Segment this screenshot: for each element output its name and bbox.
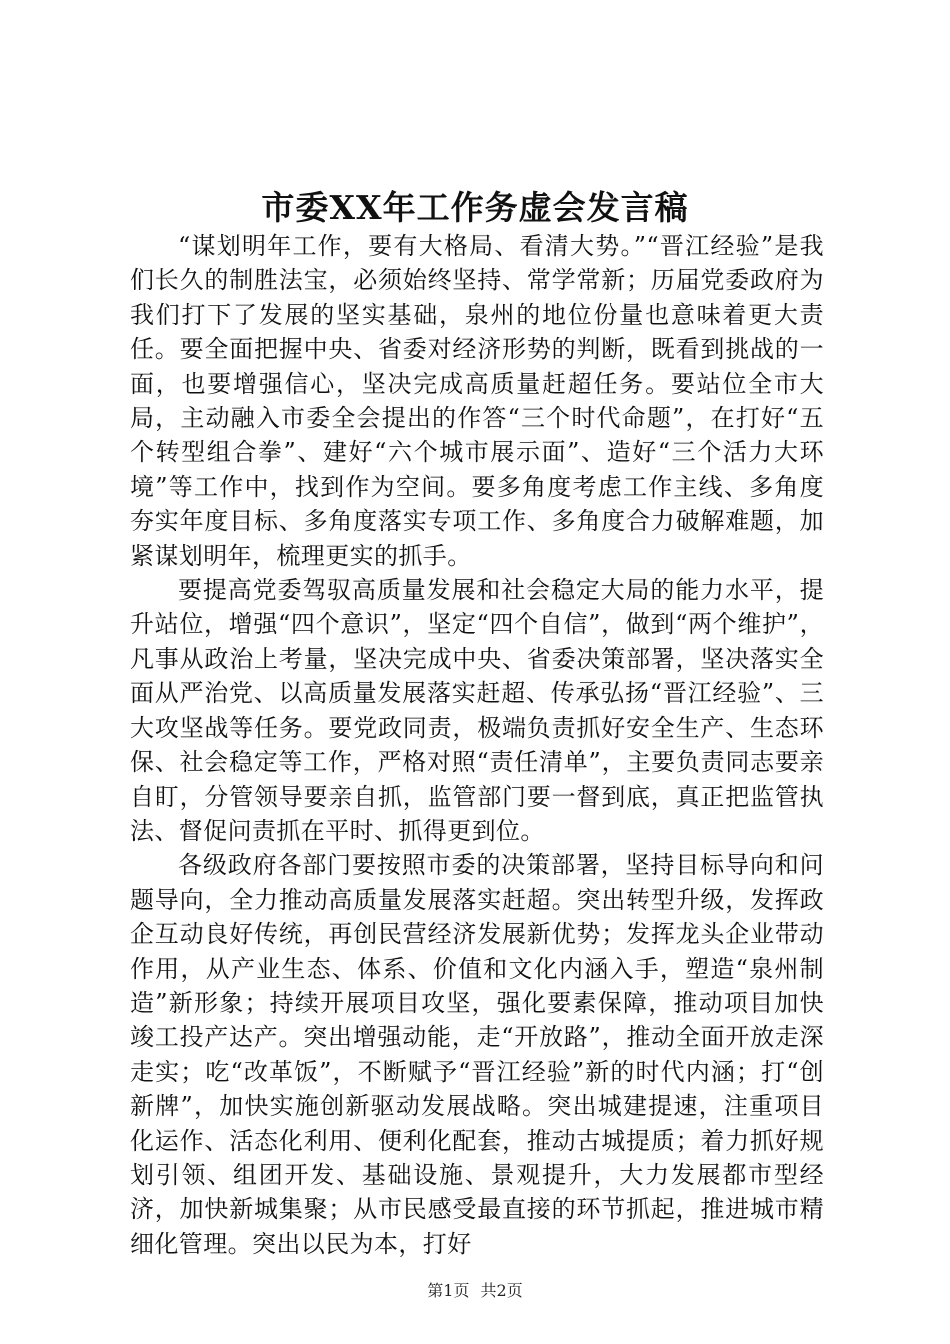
- page-footer: [0, 1280, 950, 1302]
- document-title: 市委XX年工作务虚会发言稿: [261, 188, 689, 227]
- page-total: 共2页: [480, 1281, 523, 1300]
- document-body: [130, 229, 824, 1261]
- paragraph-1: “谋划明年工作，要有大格局、看清大势。”“晋江经验”是我们长久的制胜法宝，必须始终坚持、常学常新；历届党委政府为我们打下了发展的坚实基础，泉州的地位份量也意味着更大责任。要全面把握中央、省委对经济形势的判断，既看到挑战的一面，也要增强信心，坚决完成高质量赶超任务。要站位全市大局，主动融入市委全会提出的作答“三个时代命题”，在打好“五个转型组合拳”、建好“六个城市展示面”、造好“三个活力大环境”等工作中，找到作为空间。要多角度考虑工作主线、多角度夯实年度目标、多角度落实专项工作、多角度合力破解难题，加紧谋划明年，梳理更实的抓手。: [130, 232, 824, 570]
- paragraph-2: 要提高党委驾驭高质量发展和社会稳定大局的能力水平，提升站位，增强“四个意识”，坚定“四个自信”，做到“两个维护”，凡事从政治上考量，坚决完成中央、省委决策部署，坚决落实全面从严治党、以高质量发展落实赶超、传承弘扬“晋江经验”、三大攻坚战等任务。要党政同责，极端负责抓好安全生产、生态环保、社会稳定等工作，严格对照“责任清单”，主要负责同志要亲自盯，分管领导要亲自抓，监管部门要一督到底，真正把监管执法、督促问责抓在平时、抓得更到位。: [130, 576, 824, 845]
- paragraph-3: 各级政府各部门要按照市委的决策部署，坚持目标导向和问题导向，全力推动高质量发展落实赶超。突出转型升级，发挥政企互动良好传统，再创民营经济发展新优势；发挥龙头企业带动作用，从产业生态、体系、价值和文化内涵入手，塑造“泉州制造”新形象；持续开展项目攻坚，强化要素保障，推动项目加快竣工投产达产。突出增强动能，走“开放路”，推动全面开放走深走实；吃“改革饭”，不断赋予“晋江经验”新的时代内涵；打“创新牌”，加快实施创新驱动发展战略。突出城建提速，注重项目化运作、活态化利用、便利化配套，推动古城提质；着力抓好规划引领、组团开发、基础设施、景观提升，大力发展都市型经济，加快新城集聚；从市民感受最直接的环节抓起，推进城市精细化管理。突出以民为本，打好: [130, 851, 824, 1258]
- page-number: 第1页: [427, 1281, 470, 1300]
